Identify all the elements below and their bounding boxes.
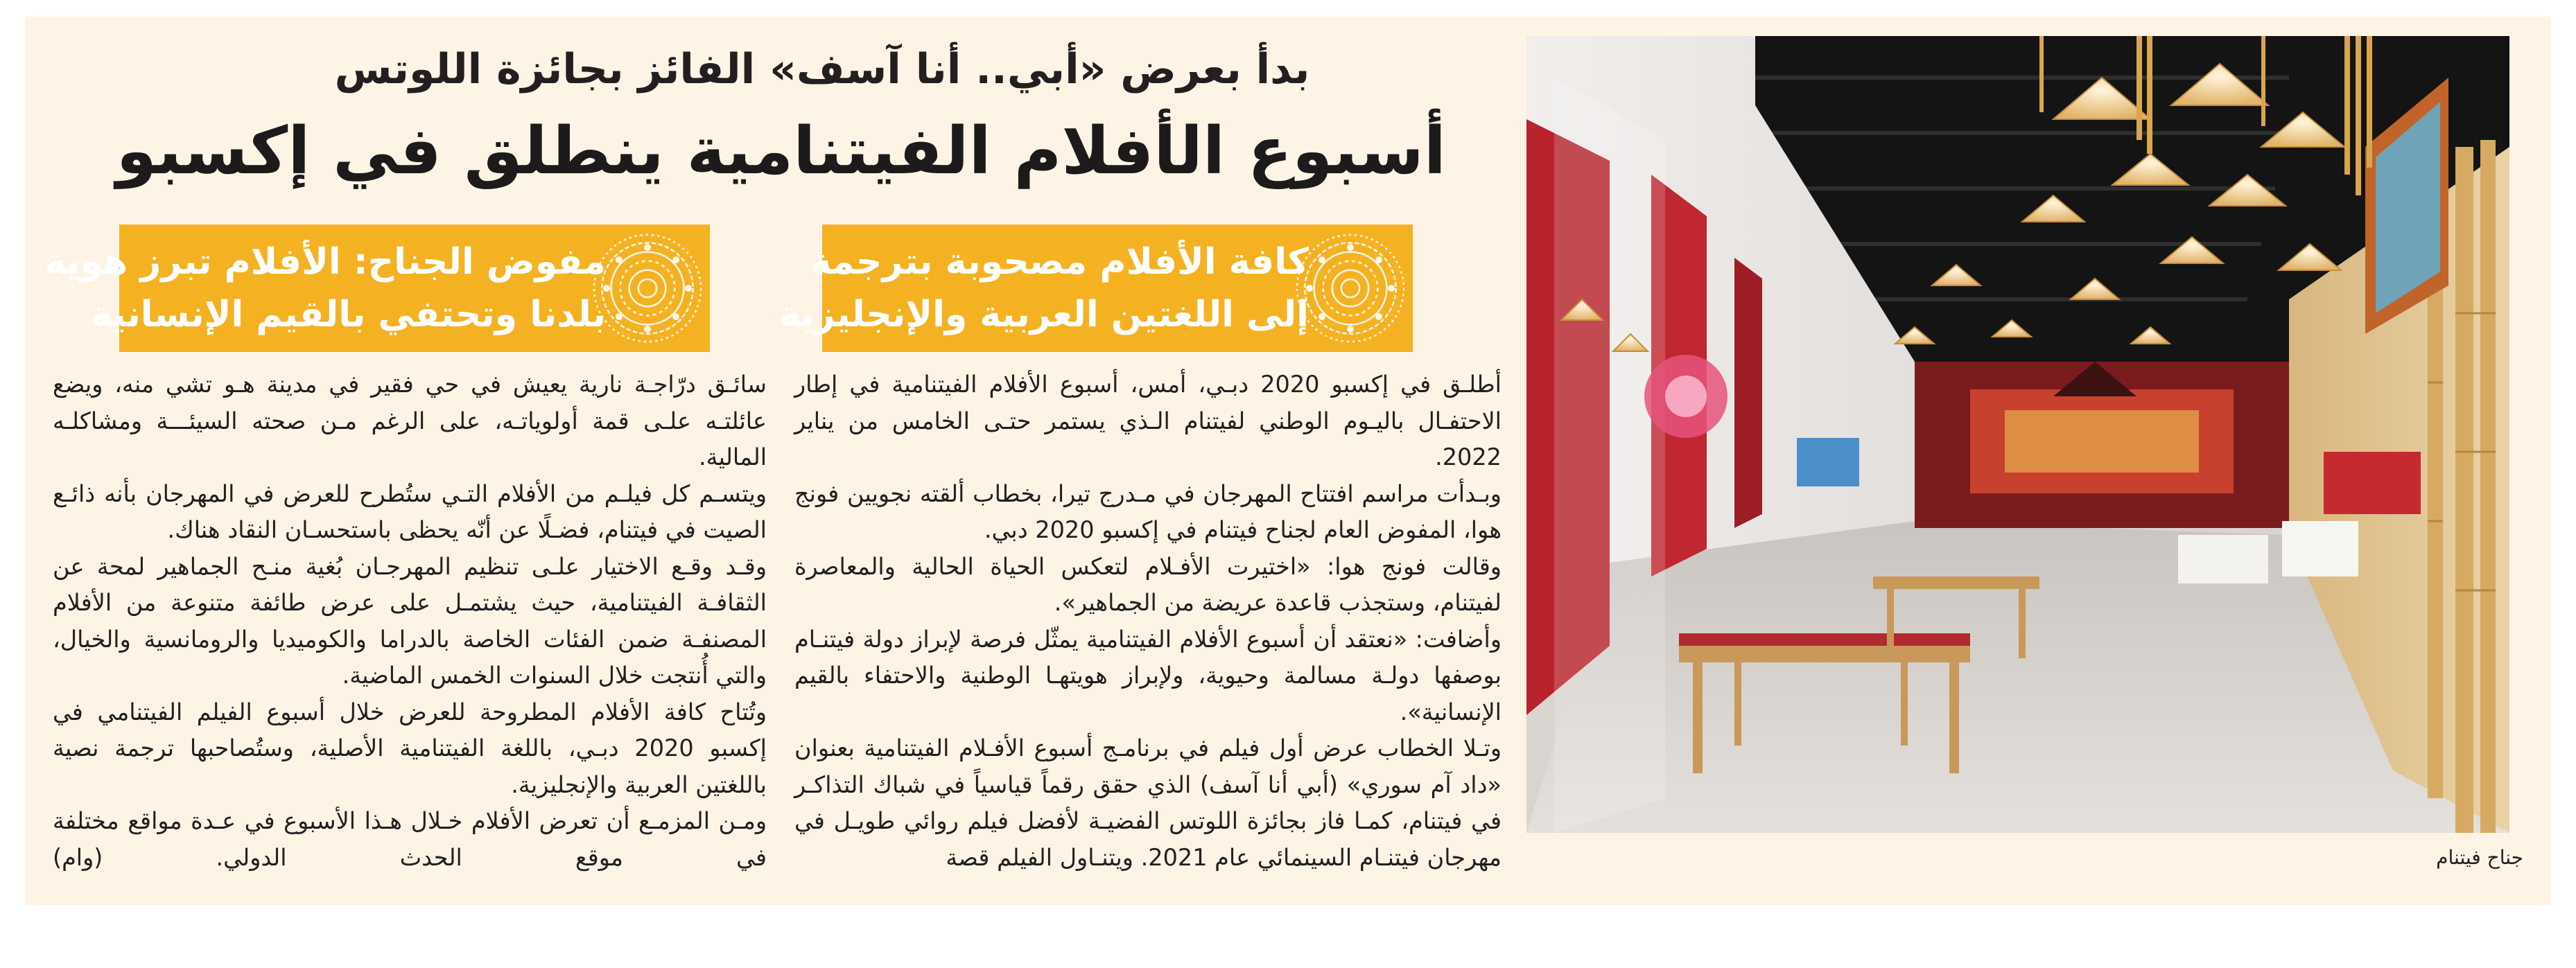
body-paragraph: وأضافت: «نعتقد أن أسبوع الأفلام الفيتنامية يمثّل فرصة لإبراز دولة فيتنـام بوصفها دولـة مسالمة وحيوية، ولإبراز هويتهـا الوطنية والاحتفاء بالقيم الإنسانية». xyxy=(794,625,1502,725)
article-headline: أسبوع الأفلام الفيتنامية ينطلق في إكسبو xyxy=(116,114,1446,189)
photo-caption: جناح فيتنام xyxy=(2436,846,2523,869)
subheading-right-line2: إلى اللغتين العربية والإنجليزية xyxy=(778,294,1309,335)
body-paragraph-last xyxy=(53,803,767,876)
pavilion-photo xyxy=(1526,36,2509,833)
agency-credit: (وام) xyxy=(53,843,103,871)
subheading-box-left xyxy=(44,225,710,352)
body-paragraph-text: ومـن المزمـع أن تعرض الأفلام خـلال هـذا الأسبوع في عـدة مواقع مختلفة في موقع الحدث الدولي. xyxy=(53,807,767,871)
body-paragraph: وتُتاح كافة الأفلام المطروحة للعرض خلال أسبوع الفيلم الفيتنامي في إكسبو 2020 دبـي، باللغة الفيتنامية الأصلية، وستُصاحبها ترجمة نصية باللغتين العربية والإنجليزية. xyxy=(53,698,767,798)
body-paragraph: أطلـق في إكسبو 2020 دبـي، أمس، أسبوع الأفلام الفيتنامية في إطار الاحتفـال باليـوم الوطني لفيتنام الـذي يستمر حتـى الخامس من يناير 2022. xyxy=(794,371,1502,470)
body-paragraph: سائـق درّاجـة نارية يعيش في حي فقير في مدينة هـو تشي منه، ويضع عائلتـه علـى قمة أولوياتـه، على الرغم مـن صحته السيئـــة ومشاكلـه المالية. xyxy=(53,371,767,470)
rosette-ornament-icon xyxy=(591,231,704,345)
body-column-right xyxy=(794,367,1502,876)
newspaper-page xyxy=(25,17,2551,905)
subheading-box-right xyxy=(778,225,1413,352)
article-kicker: بدأ بعرض «أبي.. أنا آسف» الفائز بجائزة اللوتس xyxy=(334,45,1310,94)
subheading-right-line1: كافة الأفلام مصحوبة بترجمة xyxy=(810,241,1309,283)
body-paragraph: وبـدأت مراسم افتتاح المهرجان في مـدرج تيرا، بخطاب ألقته نجويين فونج هوا، المفوض العام لجناح فيتنام في إكسبو 2020 دبي. xyxy=(794,479,1502,543)
body-paragraph: ويتسـم كل فيلـم من الأفلام التـي ستُطرح للعرض في المهرجان بأنه ذائـع الصيت في فيتنام، فضـلًا عن أنّه يحظى باستحسـان النقاد هناك. xyxy=(53,479,767,543)
body-paragraph: وقـد وقـع الاختيار علـى تنظيم المهرجـان بُغية منـح الجماهير لمحة عن الثقافـة الفيتنامية، حيث يشتمـل على عرض طائفة متنوعة من الأفلام المصنفـة ضمن الفئات الخاصة بالدراما والكوميديا والرومانسية والخيال، والتي أُنتجت خلال السنوات الخمس الماضية. xyxy=(53,552,767,689)
body-paragraph: وتـلا الخطاب عرض أول فيلم في برنامـج أسبوع الأفـلام الفيتنامية بعنوان «داد آم سوري» (أبي أنا آسف) الذي حقق رقماً قياسياً في شباك التذاكـر في فيتنام، كمـا فاز بجائزة اللوتس الفضيـة لأفضل فيلم روائي طويـل في مهرجان فيتنـام السينمائي عام 2021. ويتنـاول الفيلم قصة xyxy=(794,734,1502,871)
subheading-left-line2: بلدنا وتحتفي بالقيم الإنسانية xyxy=(90,294,606,335)
body-column-left xyxy=(53,367,767,876)
subheading-left-line1: مفوض الجناح: الأفلام تبرز هوية xyxy=(44,241,606,283)
body-paragraph: وقالت فونج هوا: «اختيرت الأفـلام لتعكس الحياة الحالية والمعاصرة لفيتنام، وستجذب قاعدة عريضة من الجماهير». xyxy=(794,552,1502,616)
rosette-ornament-icon xyxy=(1294,231,1407,345)
